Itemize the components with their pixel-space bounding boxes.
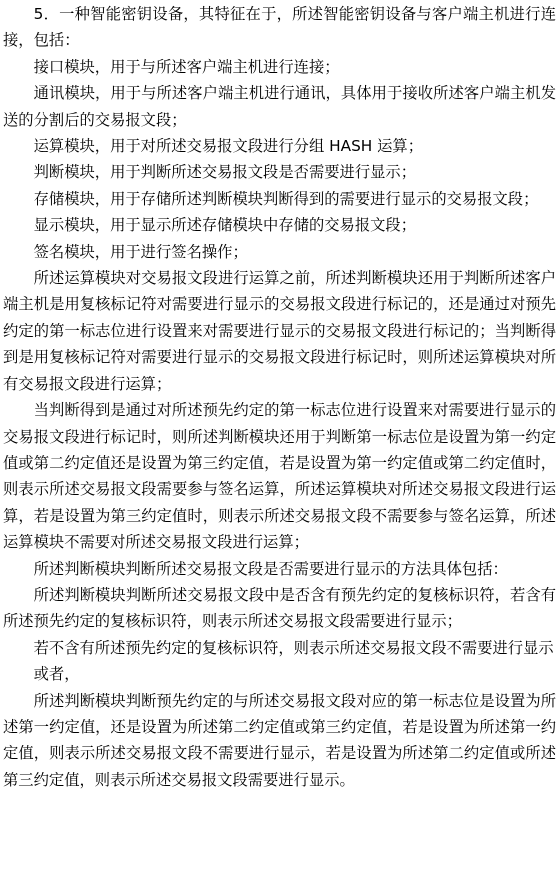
communication-module-paragraph: 通讯模块，用于与所述客户端主机进行通讯，具体用于接收所述客户端主机发送的分割后的交易报文段； [3, 84, 556, 129]
alternative-paragraph: 或者， [33, 665, 80, 684]
storage-module-paragraph: 存储模块，用于存储所述判断模块判断得到的需要进行显示的交易报文段； [33, 189, 539, 208]
flag-check-paragraph: 当判断得到是通过对所述预先约定的第一标志位进行设置来对需要进行显示的交易报文段进行标记时，则所述判断模块还用于判断第一标志位是设置为第一约定值或第二约定值还是设置为第三约定值，若是设置为第一约定值或第二约定值时，则表示所述交易报文段需要参与签名运算，所述运算模块对所述交易报文段进行运算，若是设置为第三约定值时，则表示所述交易报文段不需要参与签名运算，所述运算模块不需要对所述交易报文段进行运算； [3, 401, 556, 552]
signature-module-paragraph: 签名模块，用于进行签名操作； [33, 242, 248, 261]
judgment-module-paragraph: 判断模块，用于判断所述交易报文段是否需要进行显示； [33, 163, 417, 182]
display-method-intro-paragraph: 所述判断模块判断所述交易报文段是否需要进行显示的方法具体包括： [33, 559, 508, 578]
identifier-present-paragraph: 所述判断模块判断所述交易报文段中是否含有预先约定的复核标识符，若含有所述预先约定的复核标识符，则表示所述交易报文段需要进行显示； [3, 585, 556, 631]
marking-check-paragraph: 所述运算模块对交易报文段进行运算之前，所述判断模块还用于判断所述客户端主机是用复核标记符对需要进行显示的交易报文段进行标记的，还是通过对预先约定的第一标志位进行设置来对需要进行显示的交易报文段进行标记的；当判断得到是用复核标记符对需要进行显示的交易报文段进行标记时，则所述运算模块对所有交易报文段进行运算； [3, 269, 556, 393]
display-module-paragraph: 显示模块，用于显示所述存储模块中存储的交易报文段； [33, 216, 417, 235]
identifier-absent-paragraph: 若不含有所述预先约定的复核标识符，则表示所述交易报文段不需要进行显示 [33, 638, 554, 657]
flag-display-paragraph: 所述判断模块判断预先约定的与所述交易报文段对应的第一标志位是设置为所述第一约定值，还是设置为所述第二约定值或第三约定值，若是设置为所述第一约定值，则表示所述交易报文段不需要进行显示，若是设置为所述第二约定值或所述第三约定值，则表示所述交易报文段需要进行显示。 [3, 691, 556, 789]
claim-intro-paragraph: 5．一种智能密钥设备，其特征在于，所述智能密钥设备与客户端主机进行连接，包括： [3, 5, 556, 50]
interface-module-paragraph: 接口模块，用于与所述客户端主机进行连接； [33, 57, 340, 76]
computation-module-paragraph: 运算模块，用于对所述交易报文段进行分组 HASH 运算； [33, 137, 424, 156]
